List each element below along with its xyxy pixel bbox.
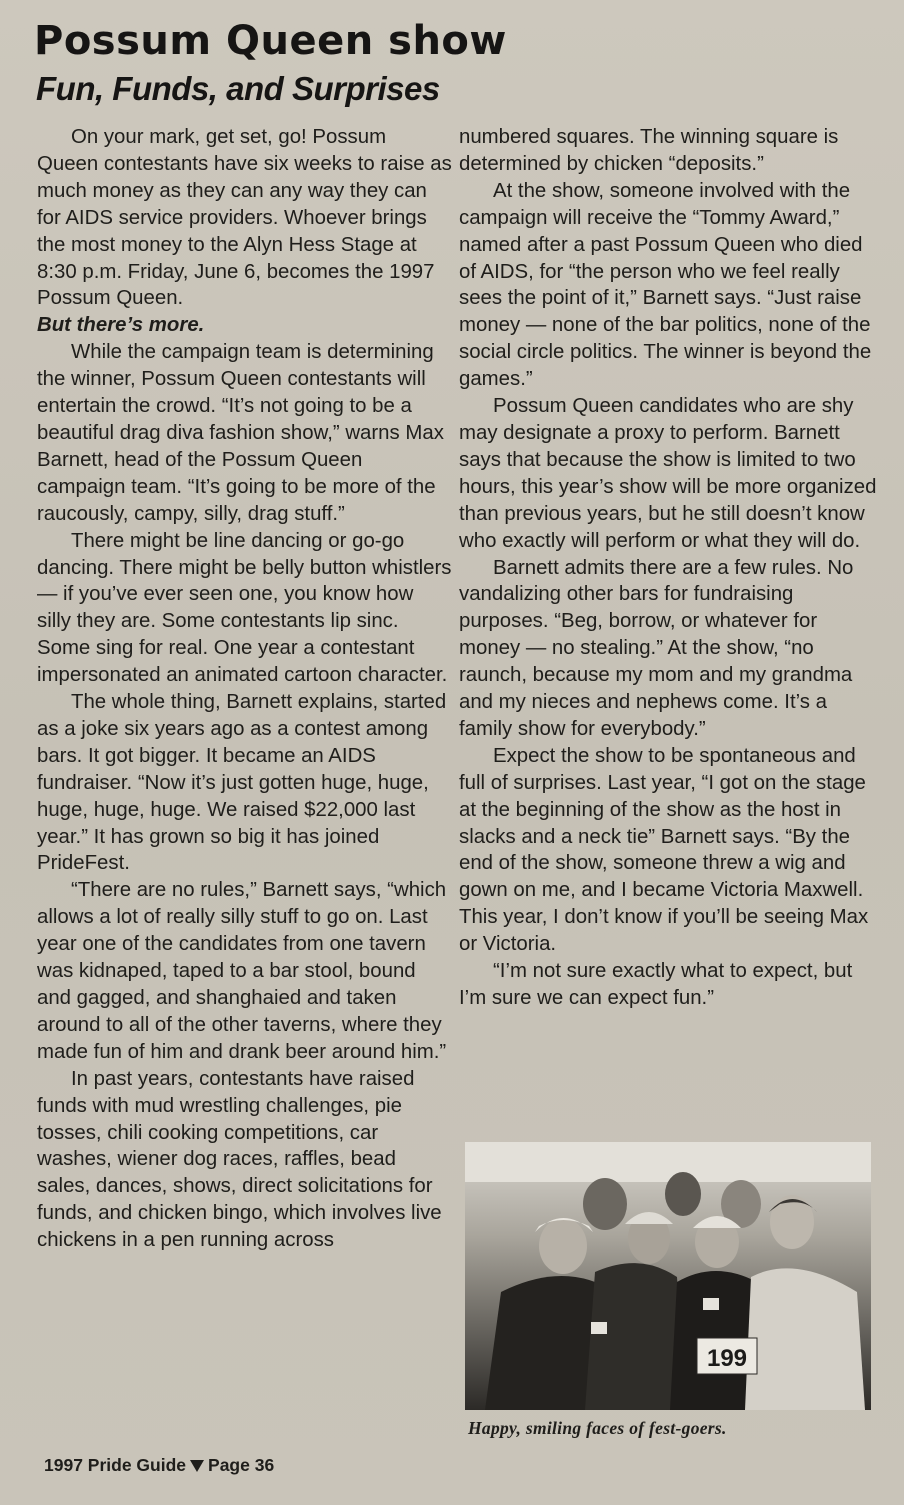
crowd-photo (465, 1142, 871, 1410)
paragraph: Barnett admits there are a few rules. No vandalizing other bars for fundraising purposes. “Beg, borrow, or whatever for money — no stealing.” At the show, “no raunch, because my mom and my grandma and my nieces and nephews come. It’s a family show for everybody.” (459, 556, 854, 740)
right-column (459, 124, 877, 1012)
page-footer (44, 1455, 274, 1476)
paragraph: At the show, someone involved with the campaign will receive the “Tommy Award,” named after a past Possum Queen who died of AIDS, for “the person who we feel really sees the point of it,” Barnett says. “Just raise money — none of the bar politics, none of the social circle politics. The winner is beyond the games.” (459, 179, 872, 391)
publication-name: 1997 Pride Guide (44, 1455, 187, 1475)
headline: Possum Queen show (34, 18, 507, 64)
paragraph: In past years, contestants have raised funds with mud wrestling challenges, pie tosses, chili cooking competitions, car washes, wiener dog races, raffles, bead sales, dances, shows, direct solicitations for funds, and chicken bingo, which involves live chickens in a pen running across (37, 1067, 442, 1252)
triangle-down-icon (190, 1460, 204, 1472)
photo-caption: Happy, smiling faces of fest-goers. (468, 1418, 727, 1438)
paragraph: Possum Queen candidates who are shy may designate a proxy to perform. Barnett says that because the show is limited to two hours, this year’s show will be more organized than previous years, but he still doesn’t know who exactly will perform or what they will do. (459, 395, 877, 552)
paragraph: “There are no rules,” Barnett says, “which allows a lot of really silly stuff to go on. Last year one of the candidates from one tavern was kidnaped, taped to a bar stool, bound and gagged, and shanghaied and taken around to all of the other taverns, where they made fun of him and drank beer around him.” (37, 879, 447, 1063)
paragraph: “I’m not sure exactly what to expect, but I’m sure we can expect fun.” (459, 960, 853, 1009)
section-subhead: But there’s more. (37, 314, 205, 337)
paragraph: The whole thing, Barnett explains, started as a joke six years ago as a contest among bars. It got bigger. It became an AIDS fundraiser. “Now it’s just gotten huge, huge, huge, huge, huge. We raised $22,000 last year.” It has grown so big it has joined PrideFest. (37, 691, 447, 875)
crowd-photo-illustration (465, 1142, 871, 1410)
left-column (37, 124, 452, 1254)
paragraph: While the campaign team is determining the winner, Possum Queen contestants will entertain the crowd. “It’s not going to be a beautiful drag diva fashion show,” warns Max Barnett, head of the Possum Queen campaign team. “It’s going to be more of the raucously, campy, silly, drag stuff.” (37, 341, 444, 525)
page-number: Page 36 (208, 1455, 275, 1475)
paragraph: There might be line dancing or go-go dancing. There might be belly button whistlers — if you’ve ever seen one, you know how silly they are. Some contestants lip sinc. Some sing for real. One year a contestant impersonated an animated cartoon character. (37, 529, 452, 687)
paragraph: On your mark, get set, go! Possum Queen contestants have six weeks to raise as much money as they can any way they can for AIDS service providers. Whoever brings the most money to the Alyn Hess Stage at 8:30 p.m. Friday, June 6, becomes the 1997 Possum Queen. (37, 126, 452, 310)
paragraph: numbered squares. The winning square is determined by chicken “deposits.” (459, 126, 839, 175)
race-bib-number: 199 (706, 1345, 748, 1372)
paragraph: Expect the show to be spontaneous and full of surprises. Last year, “I got on the stage at the beginning of the show as the host in slacks and a neck tie” Barnett says. “By the end of the show, someone threw a wig and gown on me, and I became Victoria Maxwell. This year, I don’t know if you’ll be seeing Max or Victoria. (459, 744, 869, 956)
subheadline: Fun, Funds, and Surprises (36, 70, 440, 107)
